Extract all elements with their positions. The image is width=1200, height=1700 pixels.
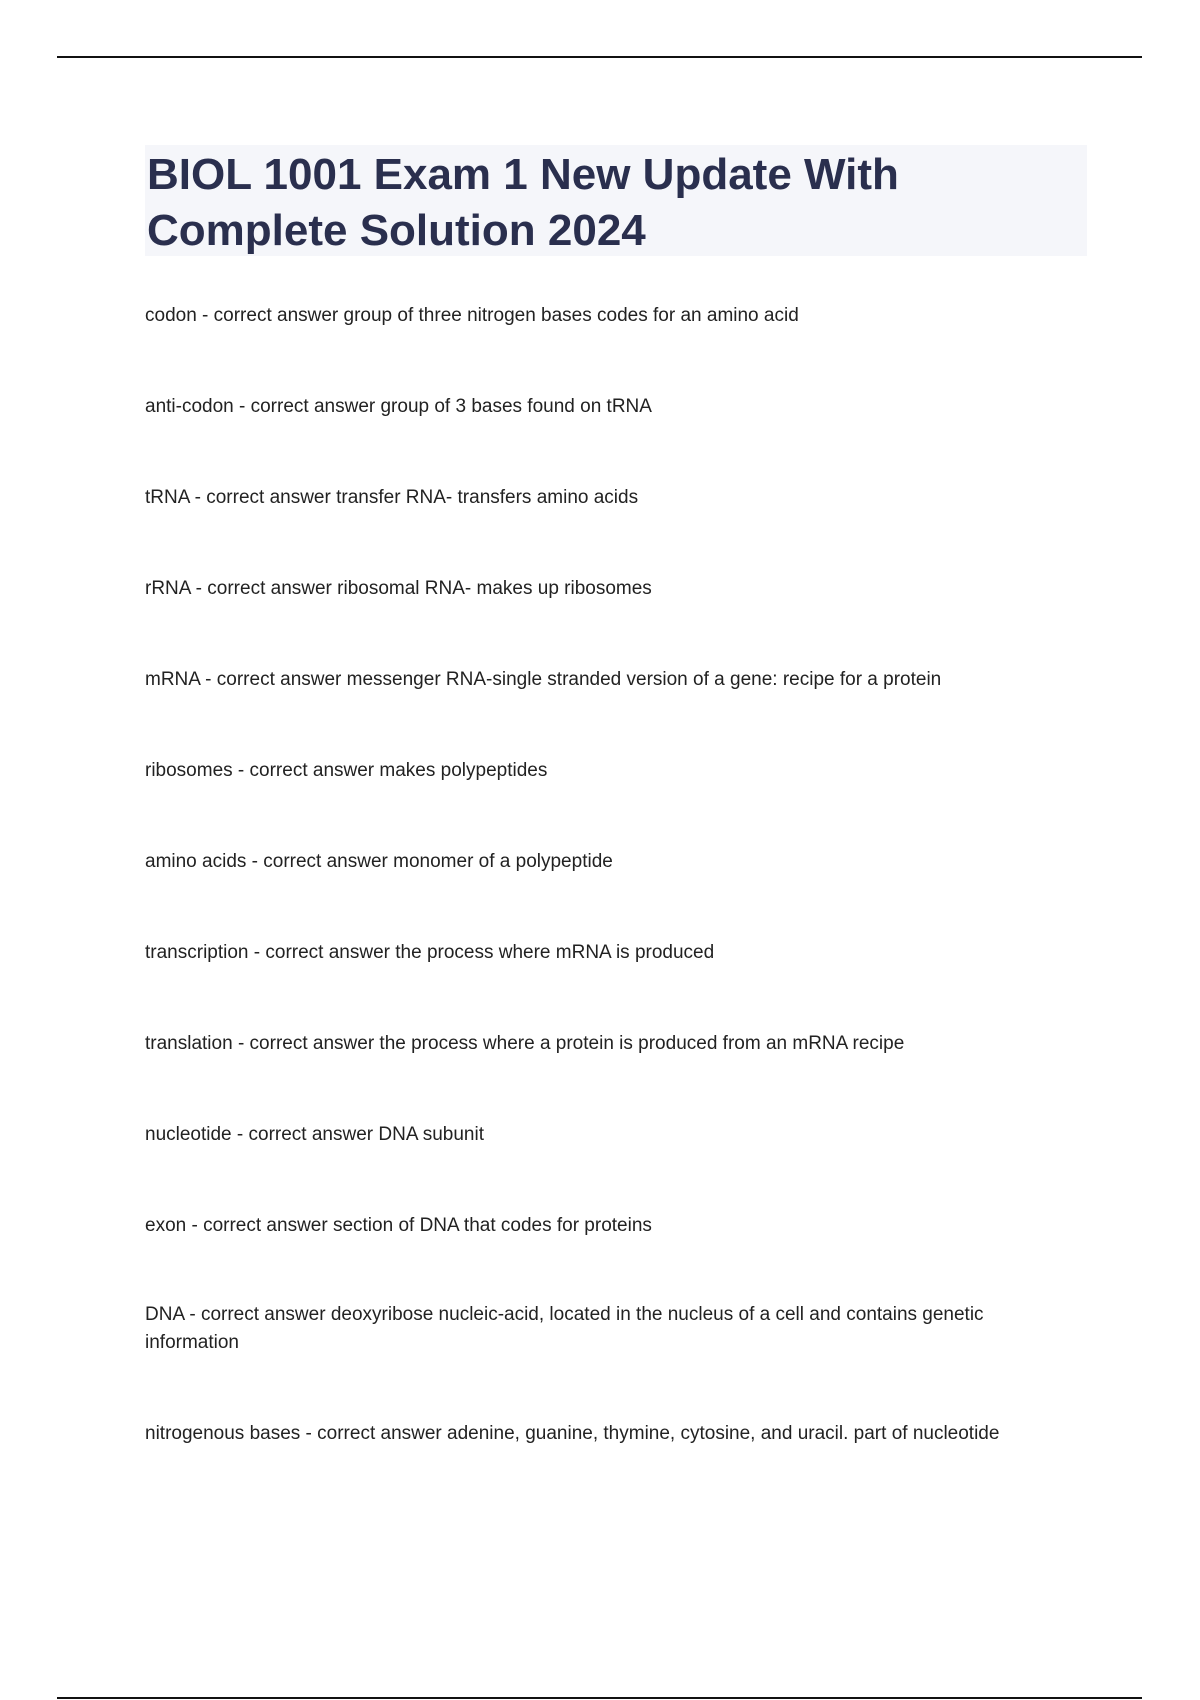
title-block — [145, 145, 1087, 256]
entry-exon: exon - correct answer section of DNA that codes for proteins — [145, 1215, 652, 1236]
entry-anti-codon: anti-codon - correct answer group of 3 bases found on tRNA — [145, 396, 652, 417]
entry-ribosomes: ribosomes - correct answer makes polypeptides — [145, 760, 548, 781]
entry-amino-acids: amino acids - correct answer monomer of a polypeptide — [145, 851, 613, 872]
entry-translation: translation - correct answer the process where a protein is produced from an mRNA recipe — [145, 1033, 905, 1054]
entry-transcription: transcription - correct answer the process where mRNA is produced — [145, 942, 715, 963]
entry-nucleotide: nucleotide - correct answer DNA subunit — [145, 1124, 484, 1145]
entry-rrna: rRNA - correct answer ribosomal RNA- makes up ribosomes — [145, 578, 652, 599]
entry-mrna: mRNA - correct answer messenger RNA-single stranded version of a gene: recipe for a protein — [145, 669, 942, 690]
entry-trna: tRNA - correct answer transfer RNA- transfers amino acids — [145, 487, 639, 508]
footer-rule — [57, 1697, 1142, 1699]
page-title: BIOL 1001 Exam 1 New Update With Complete Solution 2024 — [147, 150, 899, 255]
entry-nitrogenous-bases: nitrogenous bases - correct answer adenine, guanine, thymine, cytosine, and uracil. part of nucleotide — [145, 1423, 1000, 1444]
entry-codon: codon - correct answer group of three nitrogen bases codes for an amino acid — [145, 305, 799, 326]
entry-dna: DNA - correct answer deoxyribose nucleic-acid, located in the nucleus of a cell and contains genetic information — [145, 1304, 984, 1353]
header-rule — [57, 56, 1142, 58]
